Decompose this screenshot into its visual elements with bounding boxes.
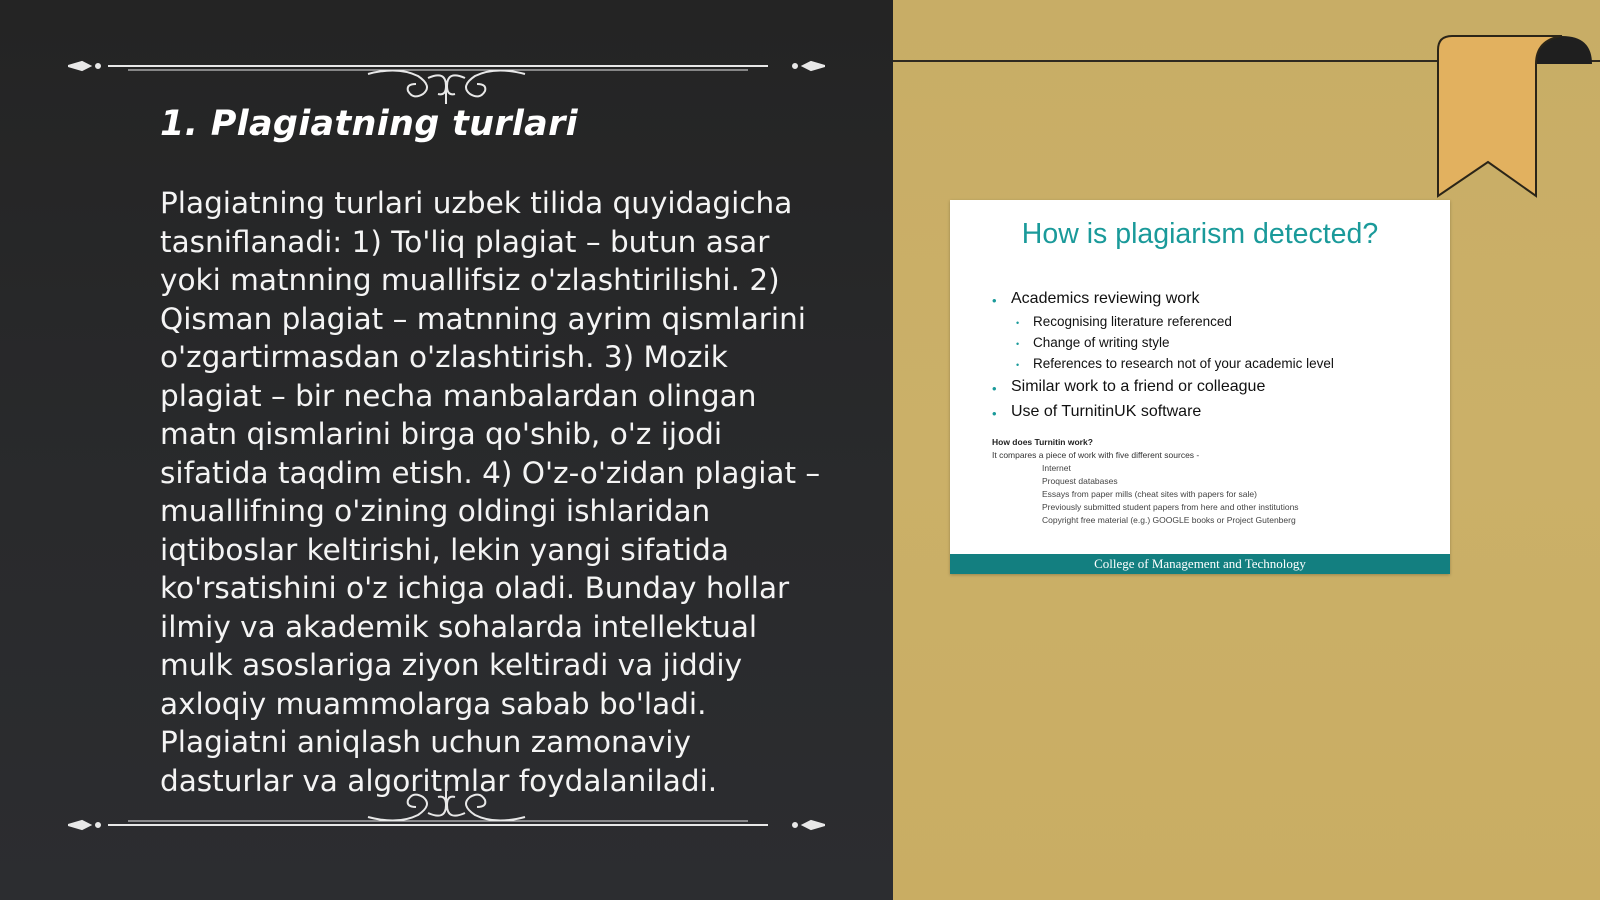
slide-body-text: Plagiatning turlari uzbek tilida quyidagicha tasniflanadi: 1) To'liq plagiat – butun asar yoki matnning muallifsiz o'zlashtirilishi. 2) Qisman plagiat – matnning ayrim qismlarini o'zgartirmasdan o'zlashtirish. 3) Mozik plagiat – bir necha manbalardan olingan matn qismlarini birga qo'shib, o'z ijodi sifatida taqdim etish. 4) O'z-o'zidan plagiat – muallifning o'zining oldingi ishlaridan iqtiboslar keltirishi, lekin yangi sifatida ko'rsatishini o'z ichiga oladi. Bunday hollar ilmiy va akademik sohalarda intellektual mulk asoslariga ziyon keltiradi va jiddiy axloqiy muammolarga sabab bo'ladi. Plagiatni aniqlash uchun zamonaviy dasturlar va algoritmlar foydalaniladi.: [160, 186, 821, 798]
thumbnail-footer: College of Management and Technology: [950, 554, 1450, 574]
bullet-icon: •: [992, 293, 997, 308]
thumbnail-source-item: Essays from paper mills (cheat sites with papers for sale): [1042, 489, 1257, 499]
slide-title: 1. Plagiatning turlari: [160, 104, 578, 144]
ornament-bottom-icon: [68, 780, 825, 840]
bookmark-ribbon-icon: [1432, 34, 1592, 200]
bullet-icon: •: [992, 406, 997, 421]
thumbnail-title: How is plagiarism detected?: [1021, 218, 1379, 250]
sub-bullet-icon: •: [1016, 339, 1020, 349]
embedded-slide-image: [950, 200, 1450, 574]
thumbnail-sub-bullet: Change of writing style: [1033, 335, 1170, 350]
sub-bullet-icon: •: [1016, 360, 1020, 370]
thumbnail-how-heading: How does Turnitin work?: [992, 437, 1093, 447]
thumbnail-source-item: Previously submitted student papers from here and other institutions: [1042, 502, 1299, 512]
ornament-top-icon: [68, 46, 825, 106]
thumbnail-source-item: Proquest databases: [1042, 476, 1118, 486]
thumbnail-bullet: Similar work to a friend or colleague: [1011, 378, 1266, 395]
bullet-icon: •: [992, 381, 997, 396]
thumbnail-how-line: It compares a piece of work with five different sources -: [992, 450, 1200, 460]
thumbnail-sub-bullet: References to research not of your academic level: [1033, 356, 1334, 371]
thumbnail-bullet: Academics reviewing work: [1011, 290, 1200, 307]
thumbnail-bullet: Use of TurnitinUK software: [1011, 403, 1202, 420]
thumbnail-source-item: Internet: [1042, 463, 1071, 473]
thumbnail-source-item: Copyright free material (e.g.) GOOGLE books or Project Gutenberg: [1042, 515, 1296, 525]
sub-bullet-icon: •: [1016, 318, 1020, 328]
thumbnail-sub-bullet: Recognising literature referenced: [1033, 314, 1232, 329]
